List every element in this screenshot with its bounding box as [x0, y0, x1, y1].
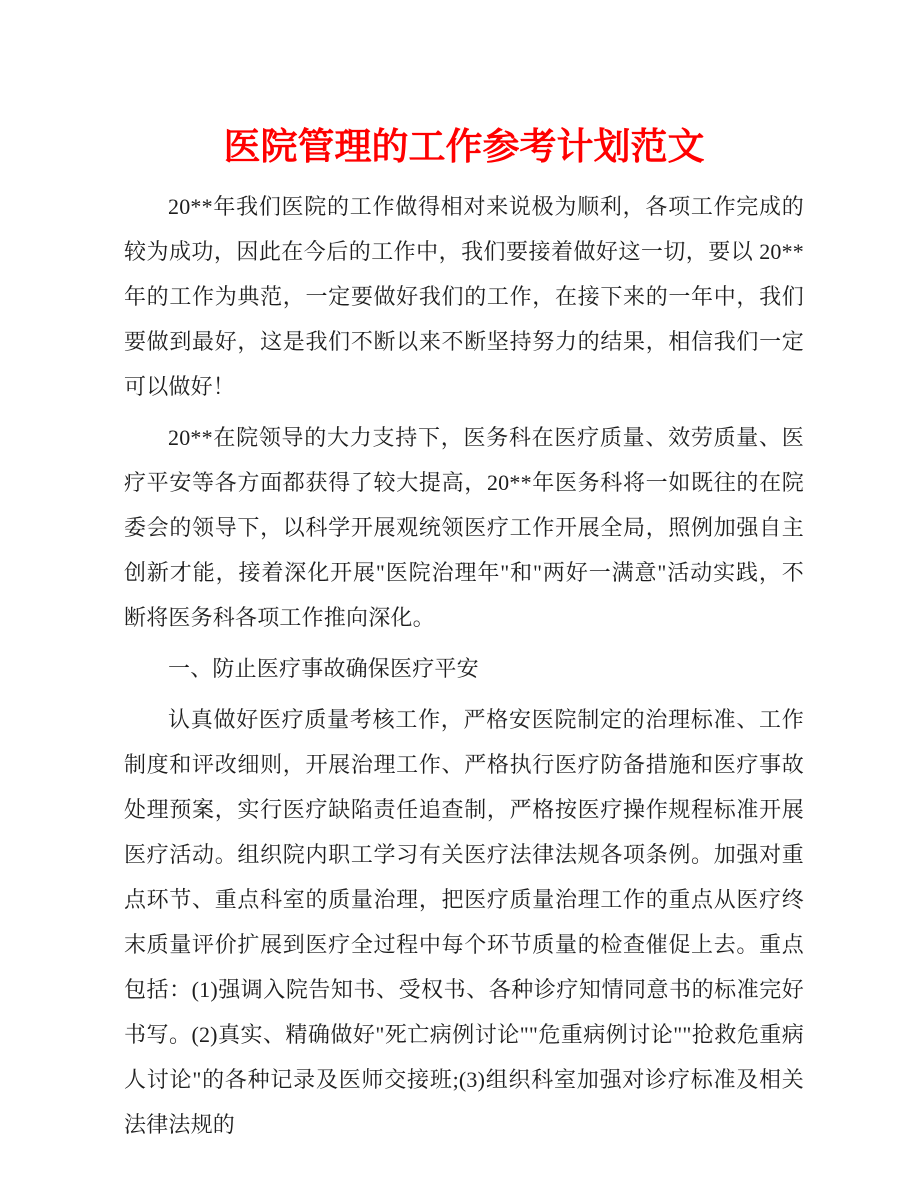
section-heading: 一、防止医疗事故确保医疗平安	[168, 656, 479, 681]
document-body	[124, 184, 804, 1147]
paragraph: 20**年我们医院的工作做得相对来说极为顺利，各项工作完成的较为成功，因此在今后的工作中，我们要接着做好这一切，要以 20**年的工作为典范，一定要做好我们的工作，在接下来的一年中，我们要做到最好，这是我们不断以来不断坚持努力的结果，相信我们一定可以做好！	[124, 194, 804, 399]
paragraph: 20**在院领导的大力支持下，医务科在医疗质量、效劳质量、医疗平安等各方面都获得了较大提高，20**年医务科将一如既往的在院委会的领导下，以科学开展观统领医疗工作开展全局，照例加强自主创新才能，接着深化开展"医院治理年"和"两好一满意"活动实践，不断将医务科各项工作推向深化。	[124, 425, 804, 630]
document-title: 医院管理的工作参考计划范文	[223, 126, 705, 167]
paragraph: 认真做好医疗质量考核工作，严格安医院制定的治理标准、工作制度和评改细则，开展治理工作、严格执行医疗防备措施和医疗事故处理预案，实行医疗缺陷责任追查制，严格按医疗操作规程标准开展医疗活动。组织院内职工学习有关医疗法律法规各项条例。加强对重点环节、重点科室的质量治理，把医疗质量治理工作的重点从医疗终末质量评价扩展到医疗全过程中每个环节质量的检查催促上去。重点包括：(1)强调入院告知书、受权书、各种诊疗知情同意书的标准完好书写。(2)真实、精确做好"死亡病例讨论""危重病例讨论""抢救危重病人讨论"的各种记录及医师交接班;(3)组织科室加强对诊疗标准及相关法律法规的	[124, 707, 804, 1137]
